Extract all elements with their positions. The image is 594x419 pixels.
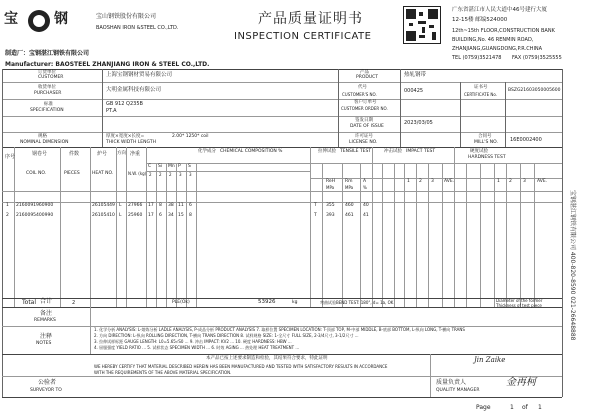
address-en-line2: BUILDING,No. 46 RENMIN ROAD,: [452, 37, 534, 43]
impact-col-cell: AVE.: [444, 179, 455, 184]
total-weight: 53926: [258, 299, 276, 305]
rule: [156, 163, 157, 307]
rule: [116, 147, 117, 307]
mills-no-label-en: MILL'S NO.: [474, 140, 498, 145]
logo-char-right: 钢: [54, 11, 68, 27]
customer-value: 上海宝钢钢材贸易有限公司: [106, 72, 173, 78]
row-direction: L: [119, 203, 122, 208]
chem-col-si: Si: [158, 164, 163, 169]
spec-label-en: SPECIFICATION: [30, 108, 64, 113]
mills-no-label-cn: 合同号: [478, 134, 492, 139]
row-reh: 355: [326, 203, 335, 208]
spec-value-1: GB 912 Q235B: [106, 101, 143, 107]
col-heat-label: 炉号: [97, 151, 108, 157]
col-direction-label: 方向: [117, 151, 126, 156]
impact-label: 冲击试验: [384, 149, 402, 154]
rule: [14, 147, 15, 307]
rule: [60, 147, 61, 307]
title-cn: 产品质量证明书: [258, 11, 363, 27]
hardness-col-cell: AVE.: [537, 179, 548, 184]
row-s: 8: [189, 213, 192, 218]
manufacturer-en: Manufacturer: BAOSTEEL ZHANJIANG IRON & STEEL CO.,LTD.: [5, 61, 210, 68]
rule: [534, 163, 535, 307]
customer-no-label-en: CUSTOMER'S NO.: [342, 92, 377, 97]
customer-no-value: 000425: [404, 88, 424, 94]
rule: [146, 163, 562, 164]
total-label-en: Total: [22, 299, 37, 306]
address-cn-line1: 广东省湛江市人民大道中46号建行大厦: [452, 7, 547, 13]
rule: [454, 147, 455, 307]
chem-scale-cell: 2: [169, 172, 172, 177]
notes-line-3: 3. 拉伸试样标距 GAUGE LENGTH: L0=5.65√S0 ... 9. 冲击 IMPACT: KV2 ... 10. 硬度 HARDNESS: HBW ...: [94, 339, 292, 344]
notes-line-2: 2. 方向 DIRECTION: L-纵向 ROLLING DIRECTION, T-横向 TRANS DIRECTION 8. 试样规格 SIZE: 1-全尺寸 FULL SIZE, 2-3/4尺寸, 3-1/2尺寸 ...: [94, 333, 359, 338]
rule: [466, 163, 467, 307]
manufacturer-cn: 制造厂：宝钢湛江钢铁有限公司: [5, 50, 90, 57]
rule: [2, 82, 562, 83]
notes-label-en: NOTES: [36, 341, 52, 346]
row-seq: 2: [6, 213, 9, 218]
row-coil-no: 2160095400990: [16, 213, 54, 218]
hardness-en: HARDNESS TEST: [468, 155, 506, 160]
chem-col-c: C: [148, 164, 152, 169]
rule: [505, 82, 506, 147]
rule: [2, 354, 562, 355]
rule: [506, 163, 507, 307]
address-en-line1: 12th~15th FLOOR,CONSTRUCTION BANK: [452, 28, 555, 34]
certificate-no-label-en: CERTIFICATE No.: [464, 92, 498, 97]
row-reh: 393: [326, 213, 335, 218]
rule: [562, 69, 563, 397]
purchaser-label-cn: 收货单位: [38, 85, 56, 90]
rule: [480, 163, 481, 307]
customer-order-label-cn: 客户订单号: [354, 100, 377, 105]
col-pieces-en: PIECES: [64, 171, 80, 176]
total-surface: PLE(Ok): [172, 300, 190, 305]
rule: [196, 163, 197, 307]
col-heat-en: HEAT NO.: [92, 171, 114, 176]
notes-label-cn: 注释: [40, 333, 53, 340]
license-label-cn: 许可证号: [355, 134, 373, 139]
purchaser-value: 大明金属科技有限公司: [106, 87, 162, 93]
row-rm: 461: [345, 213, 354, 218]
page-total: 1: [538, 404, 542, 411]
rule: [310, 147, 311, 307]
row-si: 8: [159, 203, 162, 208]
logo-emblem-icon: [28, 10, 50, 32]
chem-col-s: S: [188, 164, 191, 169]
row-c: 17: [148, 203, 154, 208]
rule: [2, 376, 562, 377]
dimension-sub-en: THICK WIDTH LENGTH: [106, 140, 156, 145]
row-elongation: 41: [363, 213, 369, 218]
row-si: 6: [159, 213, 162, 218]
impact-col-cell: 3: [431, 179, 434, 184]
side-contact-text: 宝钢湛江钢铁有限公司 400-820-8590 021-26648888: [569, 190, 576, 341]
col-nw-en: N.W. (kg): [128, 171, 147, 176]
page-current: 1: [510, 404, 514, 411]
certify-en-2: WITH THE REQUIREMENTS OF THE ABOVE MATERIAL SPECIFICATION.: [94, 370, 232, 375]
row-mn: 38: [168, 203, 174, 208]
hardness-col-cell: 2: [509, 179, 512, 184]
rule: [338, 69, 339, 147]
issue-date-value: 2023/03/05: [404, 120, 433, 126]
rule: [394, 163, 395, 307]
product-label-en: PRODUCT: [356, 75, 379, 80]
certificate-no-value: BSZG21603050005600: [508, 88, 561, 93]
rule: [2, 191, 562, 192]
dimension-label-cn: 规格: [38, 134, 47, 139]
row-s: 6: [189, 203, 192, 208]
dimension-label-en: NOMINAL DIMENSION: [20, 140, 69, 145]
rule: [90, 307, 91, 354]
customer-label-cn: 订货单位: [38, 70, 56, 75]
col-coil-label: 钢卷号: [32, 151, 48, 157]
surveyor-label-cn: 公验者: [38, 379, 57, 386]
rule: [442, 163, 443, 307]
rule: [2, 307, 562, 308]
row-mn: 34: [168, 213, 174, 218]
address-fax: FAX (0759)3525555: [512, 55, 562, 61]
chem-en: CHEMICAL COMPOSITION %: [220, 149, 283, 154]
tensile-col-rm: Rm: [345, 179, 353, 184]
license-label-en: LICENSE NO.: [349, 140, 378, 145]
rule: [360, 163, 361, 307]
row-c: 17: [148, 213, 154, 218]
rule: [342, 163, 343, 307]
row-tensile-direction: T: [314, 213, 317, 218]
rule: [460, 82, 461, 147]
title-en: INSPECTION CERTIFICATE: [234, 31, 372, 42]
chem-scale-cell: 2: [159, 172, 162, 177]
total-weight-unit: kg: [292, 300, 298, 305]
row-coil-no: 2160091960900: [16, 203, 54, 208]
rule: [2, 202, 562, 203]
tensile-col-reh: ReH: [326, 179, 336, 184]
row-seq: 1: [6, 203, 9, 208]
dimension-value: 2.00* 1250* coil: [172, 134, 209, 139]
row-rm: 460: [345, 203, 354, 208]
rule: [520, 163, 521, 307]
hardness-label: 硬度试验: [470, 149, 488, 154]
remarks-label-en: REMARKS: [34, 318, 56, 323]
rule: [126, 147, 127, 307]
rule: [90, 147, 91, 307]
rule: [322, 163, 323, 307]
rule: [2, 99, 562, 100]
row-net-weight: 27966: [128, 203, 143, 208]
hardness-col-cell: 3: [523, 179, 526, 184]
impact-en: IMPACT TEST: [406, 149, 436, 154]
qr-code-icon: [403, 6, 441, 44]
tensile-en: TENSILE TEST: [340, 149, 372, 154]
total-label-cn: 合计: [40, 298, 53, 305]
col-nw-label: 净重: [130, 151, 141, 157]
qm-label-en: QUALITY MANAGER: [436, 388, 480, 393]
signature-top: Jin Zaike: [474, 356, 506, 364]
rule: [400, 69, 401, 147]
qm-label-cn: 质量负责人: [436, 379, 467, 386]
chem-scale-cell: 2: [149, 172, 152, 177]
rule: [166, 163, 167, 307]
rule: [2, 132, 562, 133]
issue-date-label-cn: 签发日期: [355, 118, 373, 123]
thickness-note: Thickness of test piece: [496, 303, 542, 308]
tensile-col-a: A: [363, 179, 367, 184]
address-tel: TEL (0759)3521478: [452, 55, 502, 61]
signature-bottom: 金再柯: [506, 377, 536, 388]
rule: [176, 163, 177, 307]
tensile-unit-cell: %: [363, 185, 367, 190]
chem-scale-cell: 3: [179, 172, 182, 177]
rule: [2, 116, 562, 117]
row-heat-no: 26105449: [92, 203, 115, 208]
rule: [404, 163, 405, 307]
issue-date-label-en: DATE OF ISSUE: [350, 124, 384, 129]
rule: [186, 163, 187, 307]
rule: [494, 163, 495, 307]
row-elongation: 40: [363, 203, 369, 208]
customer-label-en: CUSTOMER: [38, 75, 64, 80]
col-seq: 序号: [5, 154, 16, 160]
address-cn-line2: 12-15楼 邮编524000: [452, 17, 508, 23]
notes-line-1: 1. 化学分析 ANALYSIS: L-熔炼分析 LADLE ANALYSIS, P-成品分析 PRODUCT ANALYSIS 7. 取样位置 SPECIMEN LOCATION: T-顶部 TOP, M-中部 MIDDLE, B-底部 BOTTOM, L-纵向 LONG, T-横向 TRANS: [94, 327, 465, 332]
surveyor-label-en: SURVEYOR TO: [30, 388, 62, 393]
col-pieces-label: 件数: [69, 151, 80, 157]
logo-char-left: 宝: [4, 11, 18, 27]
impact-col-cell: 1: [407, 179, 410, 184]
row-p: 15: [178, 213, 184, 218]
certificate-no-label-cn: 证书号: [474, 85, 488, 90]
spec-label-cn: 标准: [44, 102, 53, 107]
certify-cn: 本产品已按上述要求制造和检验，其结果符合要求，特此证明: [206, 356, 328, 361]
chem-scale-cell: 3: [189, 172, 192, 177]
notes-line-4: 4. 屈服强度 YIELD RATIO ... 5. 试样状态 SPECIMEN WIDTH ... 6. 时效 AGING ... 热处理 HEAT TREATMENT ...: [94, 345, 300, 350]
company-logo: [4, 6, 88, 38]
hardness-col-cell: 1: [497, 179, 500, 184]
page-label: Page: [476, 404, 491, 411]
rule: [416, 163, 417, 307]
company-name-en: BAOSHAN IRON &STEEL CO.,LTD.: [96, 25, 179, 31]
diameter-note: Diameter of the former: [496, 298, 543, 303]
chem-col-p: P: [178, 164, 181, 169]
col-coil-en: COIL NO.: [26, 171, 47, 176]
rule: [430, 354, 431, 397]
address-en-line3: ZHANJIANG,GUANGDONG,P.R.CHINA: [452, 46, 543, 52]
rule: [372, 147, 373, 307]
row-tensile-direction: T: [314, 203, 317, 208]
rule: [382, 163, 383, 307]
rule: [428, 163, 429, 307]
rule: [2, 69, 3, 397]
company-name-cn: 宝山钢铁股份有限公司: [96, 13, 157, 20]
remarks-label-cn: 备注: [40, 310, 53, 317]
customer-no-label-cn: 代号: [358, 85, 367, 90]
rule: [2, 298, 562, 299]
customer-order-label-en: CUSTOMER ORDER NO.: [341, 106, 388, 111]
spec-value-2: PT.A: [106, 108, 117, 114]
tensile-unit-cell: MPa: [345, 185, 354, 190]
certify-en-1: WE HEREBY CERTIFY THAT MATERIAL DESCRIBED HEREIN HAS BEEN MANUFACTURED AND TESTED WITH SATISFACTORY RESULTS IN ACCORDANCE: [94, 364, 388, 369]
dimension-sub: 厚度×宽度×长度=: [106, 134, 145, 139]
chem-col-mn: Mn: [168, 164, 175, 169]
purchaser-label-en: PURCHASER: [34, 91, 62, 96]
product-label-cn: 产品: [360, 70, 369, 75]
rule: [2, 69, 562, 70]
row-p: 11: [178, 203, 184, 208]
tensile-label: 拉伸试验: [318, 149, 336, 154]
rule: [2, 397, 562, 398]
row-net-weight: 25960: [128, 213, 143, 218]
bend-test-remark: 弯曲试验BEND TEST: 180°, d= 1a, OK: [320, 300, 394, 305]
row-heat-no: 26105410: [92, 213, 115, 218]
mills-no-value: 16E0002400: [510, 137, 542, 143]
tensile-unit-cell: MPa: [326, 185, 335, 190]
product-value: 热轧钢带: [404, 72, 427, 78]
impact-col-cell: 2: [419, 179, 422, 184]
row-direction: L: [119, 213, 122, 218]
chem-label: 化学成分: [198, 149, 216, 154]
rule: [102, 69, 103, 147]
rule: [2, 147, 562, 148]
total-pieces: 2: [72, 300, 76, 306]
page-of: of: [522, 404, 528, 411]
